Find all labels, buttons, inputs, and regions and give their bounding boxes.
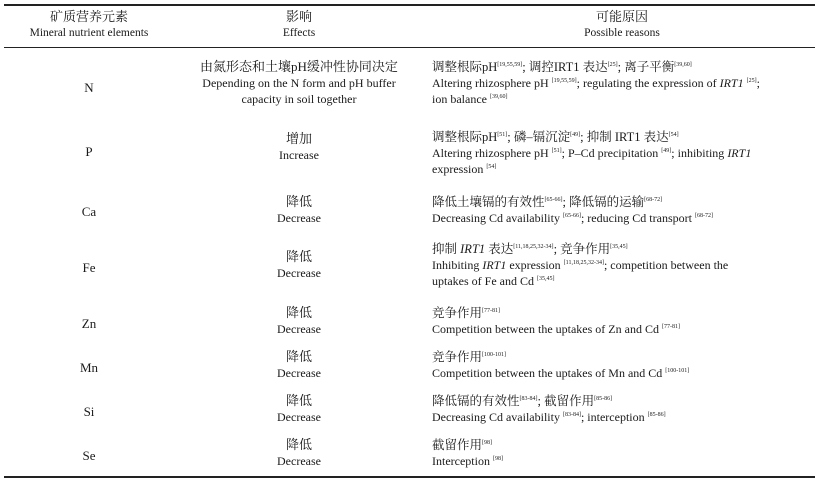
citation: [54]	[668, 131, 679, 138]
effect-en: Decrease	[277, 211, 321, 225]
text-segment: ; 竞争作用	[553, 242, 611, 256]
gene-name: IRT1	[727, 146, 752, 160]
effect-cell	[179, 59, 419, 107]
citation: [25]	[746, 78, 757, 84]
effect-zh: 降低	[285, 437, 312, 452]
text-segment: ; interception	[580, 410, 648, 424]
text-segment: Decreasing Cd availability	[432, 410, 563, 424]
text-segment: uptakes of Fe and Cd	[432, 274, 537, 288]
header-col-element-en: Mineral nutrient elements	[29, 27, 149, 39]
reason-en	[432, 365, 815, 381]
citation: [83-84]	[562, 412, 581, 418]
element-cell: Se	[82, 448, 96, 463]
citation: [11,18,25,32-34]	[513, 243, 554, 250]
reason-cell	[432, 349, 815, 381]
reason-cell	[432, 129, 815, 177]
reason-cell	[432, 393, 815, 425]
effect-zh: 由氮形态和土壤pH缓冲性协同决定	[200, 59, 398, 74]
header-col-element	[4, 8, 174, 42]
effect-en: Decrease	[277, 366, 321, 380]
reason-zh	[432, 437, 815, 453]
text-segment: ; 离子平衡	[617, 60, 675, 74]
text-segment: 竞争作用	[432, 306, 483, 320]
text-segment: ; reducing Cd transport	[580, 211, 695, 225]
text-segment: ; 抑制 IRT1 表达	[580, 130, 669, 144]
text-segment: 降低土壤镉的有效性	[432, 195, 545, 209]
table-header-rule	[4, 47, 815, 48]
text-segment: ; 截留作用	[537, 394, 595, 408]
effect-zh: 降低	[285, 249, 312, 264]
citation: [100-101]	[665, 368, 690, 374]
text-segment: ion balance	[432, 92, 490, 106]
citation: [98]	[482, 439, 493, 446]
text-segment: 表达	[485, 242, 514, 256]
citation: [83-84]	[519, 395, 538, 402]
element-cell: Fe	[82, 260, 96, 275]
header-col-effect-en: Effects	[282, 27, 316, 39]
citation: [85-86]	[594, 395, 613, 402]
gene-name: IRT1	[719, 76, 744, 90]
effect-cell	[179, 349, 419, 381]
reason-en-2	[432, 273, 815, 289]
text-segment: ; P–Cd precipitation	[561, 146, 662, 160]
citation: [39,60]	[489, 94, 508, 100]
reason-cell	[432, 194, 815, 226]
text-segment: Inhibiting	[432, 258, 483, 272]
citation: [25]	[607, 61, 618, 68]
citation: [85-86]	[647, 412, 666, 418]
text-segment: 降低镉的有效性	[432, 394, 520, 408]
reason-cell	[432, 59, 815, 107]
effect-en: Decrease	[277, 266, 321, 280]
text-segment: 调整根际pH	[432, 130, 498, 144]
header-col-effect	[179, 8, 419, 42]
table-top-rule	[4, 4, 815, 6]
reason-en	[432, 257, 815, 273]
effect-cell	[179, 249, 419, 281]
reason-zh	[432, 305, 815, 321]
citation: [100-101]	[482, 351, 507, 358]
citation: [54]	[486, 164, 497, 170]
effect-zh: 降低	[285, 194, 312, 209]
header-col-reason	[429, 8, 815, 42]
citation: [35,45]	[610, 243, 628, 250]
citation: [19,55,59]	[497, 61, 523, 68]
reason-zh	[432, 349, 815, 365]
gene-name: IRT1	[482, 258, 507, 272]
citation: [77-81]	[482, 307, 501, 314]
effect-en: Depending on the N form and pH buffer	[202, 76, 396, 90]
text-segment: Decreasing Cd availability	[432, 211, 563, 225]
text-segment: expression	[432, 162, 487, 176]
text-segment: 抑制	[432, 242, 461, 256]
element-cell: P	[85, 144, 93, 159]
effect-zh: 降低	[285, 349, 312, 364]
reason-en	[432, 145, 815, 161]
text-segment: 截留作用	[432, 438, 483, 452]
reason-en-2	[432, 161, 815, 177]
citation: [35,45]	[536, 276, 555, 282]
element-cell: Mn	[79, 360, 99, 375]
citation: [19,55,59]	[551, 78, 577, 84]
text-segment: ;	[756, 76, 760, 90]
text-segment: Competition between the uptakes of Zn and Cd	[432, 322, 662, 336]
citation: [51]	[497, 131, 508, 138]
citation: [49]	[570, 131, 581, 138]
citation: [39,60]	[674, 61, 692, 68]
text-segment: ; 降低镉的运输	[562, 195, 645, 209]
citation: [77-81]	[661, 324, 680, 330]
text-segment: ; regulating the expression of	[576, 76, 720, 90]
gene-name: IRT1	[460, 242, 486, 256]
reason-zh	[432, 241, 815, 257]
effect-zh: 降低	[285, 305, 312, 320]
effect-zh: 增加	[285, 131, 312, 146]
text-segment: 竞争作用	[432, 350, 483, 364]
reason-cell	[432, 437, 815, 469]
reason-zh	[432, 194, 815, 210]
effect-cell	[179, 437, 419, 469]
reason-en	[432, 210, 815, 226]
effect-cell	[179, 393, 419, 425]
effect-cell	[179, 305, 419, 337]
reason-zh	[432, 129, 815, 145]
text-segment: ; competition between the	[603, 258, 729, 272]
text-segment: Competition between the uptakes of Mn and Cd	[432, 366, 666, 380]
effect-cell	[179, 131, 419, 163]
header-col-element-zh: 矿质营养元素	[49, 9, 128, 24]
citation: [68-72]	[644, 196, 663, 203]
text-segment: ; 磷–镉沉淀	[507, 130, 571, 144]
text-segment: ; 调控IRT1 表达	[522, 60, 608, 74]
reason-en-2	[432, 91, 815, 107]
citation: [98]	[492, 456, 503, 462]
effect-zh: 降低	[285, 393, 312, 408]
citation: [68-72]	[694, 213, 713, 219]
reason-en	[432, 75, 815, 91]
effect-en: Decrease	[277, 410, 321, 424]
citation: [65-66]	[562, 213, 581, 219]
effect-cell	[179, 194, 419, 226]
reason-cell	[432, 305, 815, 337]
effect-en: Increase	[279, 148, 319, 162]
citation: [51]	[551, 148, 562, 154]
citation: [11,18,25,32-34]	[563, 260, 604, 266]
reason-en	[432, 321, 815, 337]
effect-en: Decrease	[277, 454, 321, 468]
header-col-reason-zh: 可能原因	[595, 9, 648, 24]
text-segment: expression	[506, 258, 564, 272]
reason-en	[432, 409, 815, 425]
text-segment: ; inhibiting	[671, 146, 728, 160]
element-cell: Zn	[81, 316, 97, 331]
reason-en	[432, 453, 815, 469]
text-segment: 调整根际pH	[432, 60, 498, 74]
reason-cell	[432, 241, 815, 289]
text-segment: Altering rhizosphere pH	[432, 76, 552, 90]
citation: [49]	[661, 148, 672, 154]
element-cell: Ca	[81, 204, 97, 219]
effect-en-2: capacity in soil together	[241, 92, 357, 106]
citation: [65-66]	[544, 196, 563, 203]
header-col-reason-en: Possible reasons	[584, 27, 660, 39]
element-cell: Si	[83, 404, 95, 419]
effect-en: Decrease	[277, 322, 321, 336]
text-segment: Interception	[432, 454, 493, 468]
table-bottom-rule	[4, 476, 815, 478]
reason-zh	[432, 59, 815, 75]
text-segment: Altering rhizosphere pH	[432, 146, 552, 160]
header-col-effect-zh: 影响	[285, 9, 312, 24]
reason-zh	[432, 393, 815, 409]
element-cell: N	[84, 80, 94, 95]
